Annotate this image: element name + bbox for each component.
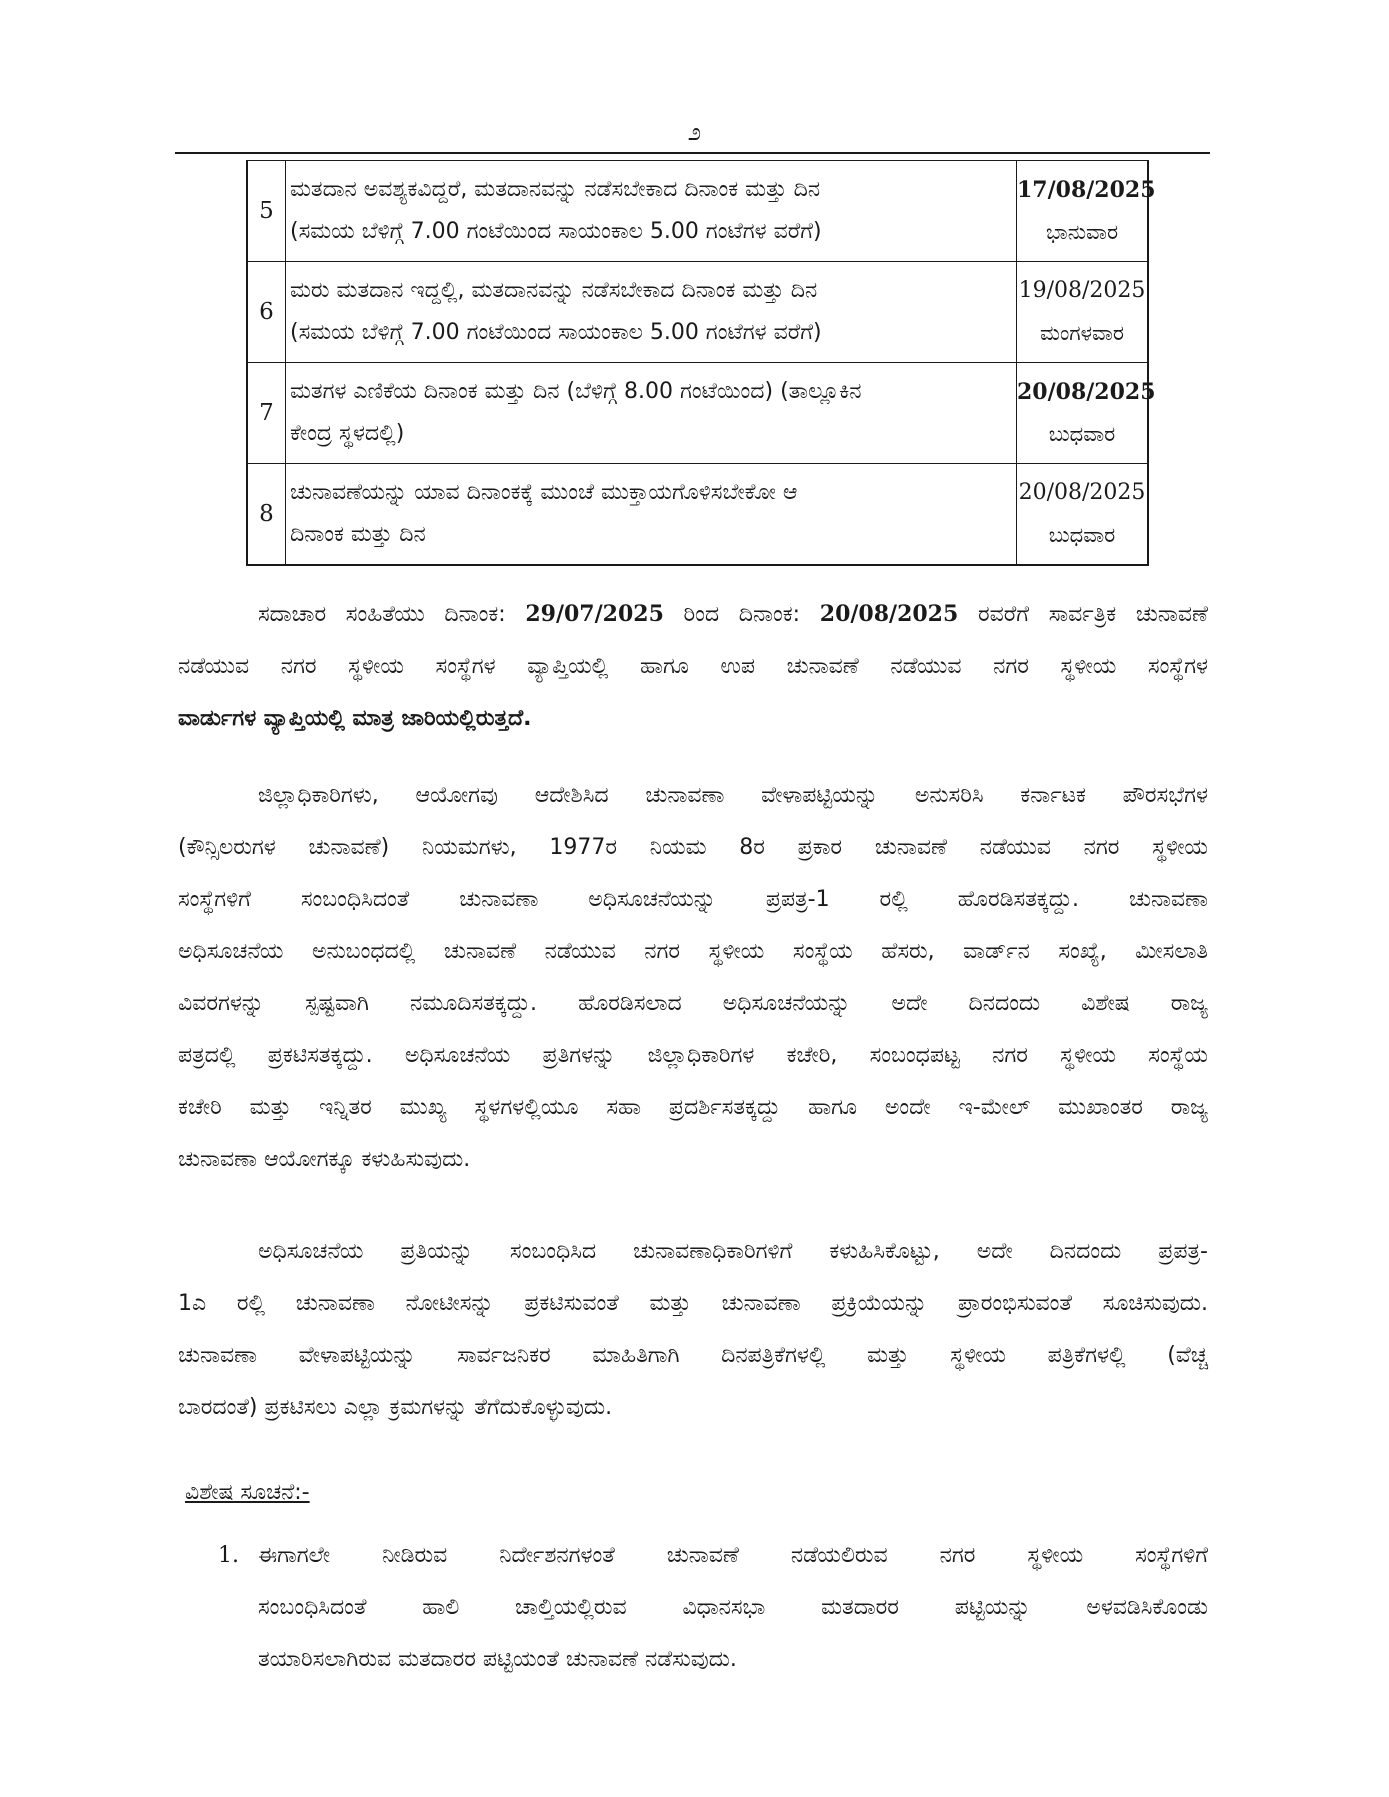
row-day: ಬುಧವಾರ [1048,422,1116,446]
row-day: ಭಾನುವಾರ [1045,220,1119,244]
row-date-cell [1017,363,1156,464]
row-date-cell [1017,262,1149,363]
row-date: 20/08/2025 [1017,379,1156,405]
paragraph-line: ವಿವರಗಳನ್ನು ಸ್ಪಷ್ಟವಾಗಿ ನಮೂದಿಸತಕ್ಕದ್ದು. ಹೊರಡಿಸಲಾದ ಅಧಿಸೂಚನೆಯನ್ನು ಅದೇ ದಿನದಂದು ವಿಶೇಷ ರಾಜ್ಯ [178,991,1208,1016]
description-line: ಚುನಾವಣೆಯನ್ನು ಯಾವ ದಿನಾಂಕಕ್ಕೆ ಮುಂಚೆ ಮುಕ್ತಾಯಗೊಳಿಸಬೇಕೋ ಆ [290,480,798,505]
paragraph-line: ವಾರ್ಡುಗಳ ವ್ಯಾಪ್ತಿಯಲ್ಲಿ ಮಾತ್ರ ಜಾರಿಯಲ್ಲಿರುತ್ತದೆ. [178,706,532,731]
paragraph-line: (ಕೌನ್ಸಿಲರುಗಳ ಚುನಾವಣೆ) ನಿಯಮಗಳು, 1977ರ ನಿಯಮ 8ರ ಪ್ರಕಾರ ಚುನಾವಣೆ ನಡೆಯುವ ನಗರ ಸ್ಥಳೀಯ [178,835,1208,860]
row-date: 17/08/2025 [1017,177,1156,203]
description-line: (ಸಮಯ ಬೆಳಿಗ್ಗೆ 7.00 ಗಂಟೆಯಿಂದ ಸಾಯಂಕಾಲ 5.00 ಗಂಟೆಗಳ ವರೆಗೆ) [290,219,822,244]
paragraph-line: ಚುನಾವಣಾ ವೇಳಾಪಟ್ಟಿಯನ್ನು ಸಾರ್ವಜನಿಕರ ಮಾಹಿತಿಗಾಗಿ ದಿನಪತ್ರಿಕೆಗಳಲ್ಲಿ ಮತ್ತು ಸ್ಥಳೀಯ ಪತ್ರಿಕೆಗಳಲ್ಲಿ (ವೆಚ್ಚ [178,1343,1208,1368]
row-description [286,161,1017,262]
election-schedule-table [246,160,1156,566]
notification-paragraph [178,770,1208,1186]
conduct-start-date: 29/07/2025 [525,601,664,627]
election-notice-paragraph [178,1226,1208,1434]
paragraph-line: ನಡೆಯುವ ನಗರ ಸ್ಥಳೀಯ ಸಂಸ್ಥೆಗಳ ವ್ಯಾಪ್ತಿಯಲ್ಲಿ ಹಾಗೂ ಉಪ ಚುನಾವಣೆ ನಡೆಯುವ ನಗರ ಸ್ಥಳೀಯ ಸಂಸ್ಥೆಗಳ [178,654,1208,679]
table-row [247,363,1148,464]
paragraph-line: ಜಿಲ್ಲಾಧಿಕಾರಿಗಳು, ಆಯೋಗವು ಆದೇಶಿಸಿದ ಚುನಾವಣಾ ವೇಳಾಪಟ್ಟಿಯನ್ನು ಅನುಸರಿಸಿ ಕರ್ನಾಟಕ ಪೌರಸಭೆಗಳ [258,783,1208,808]
conduct-end-date: 20/08/2025 [819,601,959,627]
description-line: ಕೇಂದ್ರ ಸ್ಥಳದಲ್ಲಿ) [290,421,405,446]
text-fragment: ರಿಂದ ದಿನಾಂಕ: [663,602,820,627]
text-fragment: ಸದಾಚಾರ ಸಂಹಿತೆಯು ದಿನಾಂಕ: [258,602,526,627]
paragraph-line: 1ಎ ರಲ್ಲಿ ಚುನಾವಣಾ ನೋಟೀಸನ್ನು ಪ್ರಕಟಿಸುವಂತೆ ಮತ್ತು ಚುನಾವಣಾ ಪ್ರಕ್ರಿಯೆಯನ್ನು ಪ್ರಾರಂಭಿಸುವಂತೆ ಸೂಚಿಸುವುದು. [178,1291,1208,1316]
description-line: ದಿನಾಂಕ ಮತ್ತು ದಿನ [290,522,426,547]
row-description [286,464,1017,566]
list-item-line: ತಯಾರಿಸಲಾಗಿರುವ ಮತದಾರರ ಪಟ್ಟಿಯಂತೆ ಚುನಾವಣೆ ನಡೆಸುವುದು. [258,1647,737,1672]
code-of-conduct-paragraph [178,588,1208,745]
row-date-cell [1017,161,1156,262]
row-number: 5 [247,161,286,262]
row-day: ಬುಧವಾರ [1048,523,1116,547]
paragraph-line: ಪತ್ರದಲ್ಲಿ ಪ್ರಕಟಿಸತಕ್ಕದ್ದು. ಅಧಿಸೂಚನೆಯ ಪ್ರತಿಗಳನ್ನು ಜಿಲ್ಲಾಧಿಕಾರಿಗಳ ಕಚೇರಿ, ಸಂಬಂಧಪಟ್ಟ ನಗರ ಸ್ಥಳೀಯ ಸಂಸ್ಥೆಯ [178,1043,1208,1068]
list-item [178,1530,1208,1686]
row-date: 19/08/2025 [1018,278,1146,303]
header-rule [175,152,1210,154]
paragraph-line: ಕಚೇರಿ ಮತ್ತು ಇನ್ನಿತರ ಮುಖ್ಯ ಸ್ಥಳಗಳಲ್ಲಿಯೂ ಸಹಾ ಪ್ರದರ್ಶಿಸತಕ್ಕದ್ದು ಹಾಗೂ ಅಂದೇ ಇ-ಮೇಲ್ ಮುಖಾಂತರ ರಾಜ್ಯ [178,1095,1208,1120]
description-line: ಮತದಾನ ಅವಶ್ಯಕವಿದ್ದರೆ, ಮತದಾನವನ್ನು ನಡೆಸಬೇಕಾದ ದಿನಾಂಕ ಮತ್ತು ದಿನ [290,177,821,202]
text-fragment: ರವರೆಗೆ ಸಾರ್ವತ್ರಿಕ ಚುನಾವಣೆ [958,602,1209,627]
row-date-cell [1017,464,1149,566]
row-description [286,262,1017,363]
paragraph-line: ಅಧಿಸೂಚನೆಯ ಅನುಬಂಧದಲ್ಲಿ ಚುನಾವಣೆ ನಡೆಯುವ ನಗರ ಸ್ಥಳೀಯ ಸಂಸ್ಥೆಯ ಹೆಸರು, ವಾರ್ಡ್‌ನ ಸಂಖ್ಯೆ, ಮೀಸಲಾತಿ [178,939,1208,964]
description-line: (ಸಮಯ ಬೆಳಿಗ್ಗೆ 7.00 ಗಂಟೆಯಿಂದ ಸಾಯಂಕಾಲ 5.00 ಗಂಟೆಗಳ ವರೆಗೆ) [290,320,822,345]
paragraph-line: ಬಾರದಂತೆ) ಪ್ರಕಟಿಸಲು ಎಲ್ಲಾ ಕ್ರಮಗಳನ್ನು ತೆಗೆದುಕೊಳ್ಳುವುದು. [178,1395,613,1420]
paragraph-line: ಚುನಾವಣಾ ಆಯೋಗಕ್ಕೂ ಕಳುಹಿಸುವುದು. [178,1147,471,1172]
row-day: ಮಂಗಳವಾರ [1039,321,1125,345]
list-item-line: ಸಂಬಂಧಿಸಿದಂತೆ ಹಾಲಿ ಚಾಲ್ತಿಯಲ್ಲಿರುವ ವಿಧಾನಸಭಾ ಮತದಾರರ ಪಟ್ಟಿಯನ್ನು ಅಳವಡಿಸಿಕೊಂಡು [258,1595,1208,1620]
paragraph-line: ಅಧಿಸೂಚನೆಯ ಪ್ರತಿಯನ್ನು ಸಂಬಂಧಿಸಿದ ಚುನಾವಣಾಧಿಕಾರಿಗಳಿಗೆ ಕಳುಹಿಸಿಕೊಟ್ಟು, ಅದೇ ದಿನದಂದು ಪ್ರಪತ್ರ- [258,1239,1208,1264]
row-number: 8 [247,464,286,566]
paragraph-line: ಸಂಸ್ಥೆಗಳಿಗೆ ಸಂಬಂಧಿಸಿದಂತೆ ಚುನಾವಣಾ ಅಧಿಸೂಚನೆಯನ್ನು ಪ್ರಪತ್ರ-1 ರಲ್ಲಿ ಹೊರಡಿಸತಕ್ಕದ್ದು. ಚುನಾವಣಾ [178,887,1208,912]
list-item-line: ಈಗಾಗಲೇ ನೀಡಿರುವ ನಿರ್ದೇಶನಗಳಂತೆ ಚುನಾವಣೆ ನಡೆಯಲಿರುವ ನಗರ ಸ್ಥಳೀಯ ಸಂಸ್ಥೆಗಳಿಗೆ [258,1543,1208,1568]
row-number: 7 [247,363,286,464]
description-line: ಮರು ಮತದಾನ ಇದ್ದಲ್ಲಿ, ಮತದಾನವನ್ನು ನಡೆಸಬೇಕಾದ ದಿನಾಂಕ ಮತ್ತು ದಿನ [290,278,818,303]
row-date: 20/08/2025 [1018,480,1146,505]
list-item-number: 1. [218,1543,239,1568]
table-row [247,161,1148,262]
special-note-heading: ವಿಶೇಷ ಸೂಚನೆ:- [185,1480,310,1505]
description-line: ಮತಗಳ ಎಣಿಕೆಯ ದಿನಾಂಕ ಮತ್ತು ದಿನ (ಬೆಳಿಗ್ಗೆ 8.00 ಗಂಟೆಯಿಂದ) (ತಾಲ್ಲೂಕಿನ [290,379,862,404]
paragraph-line [178,588,1208,641]
list-item-body [258,1530,1208,1686]
row-number: 6 [247,262,286,363]
table-row [247,262,1148,363]
page-number: ೨ [687,118,702,146]
row-description [286,363,1017,464]
table-row [247,464,1148,566]
